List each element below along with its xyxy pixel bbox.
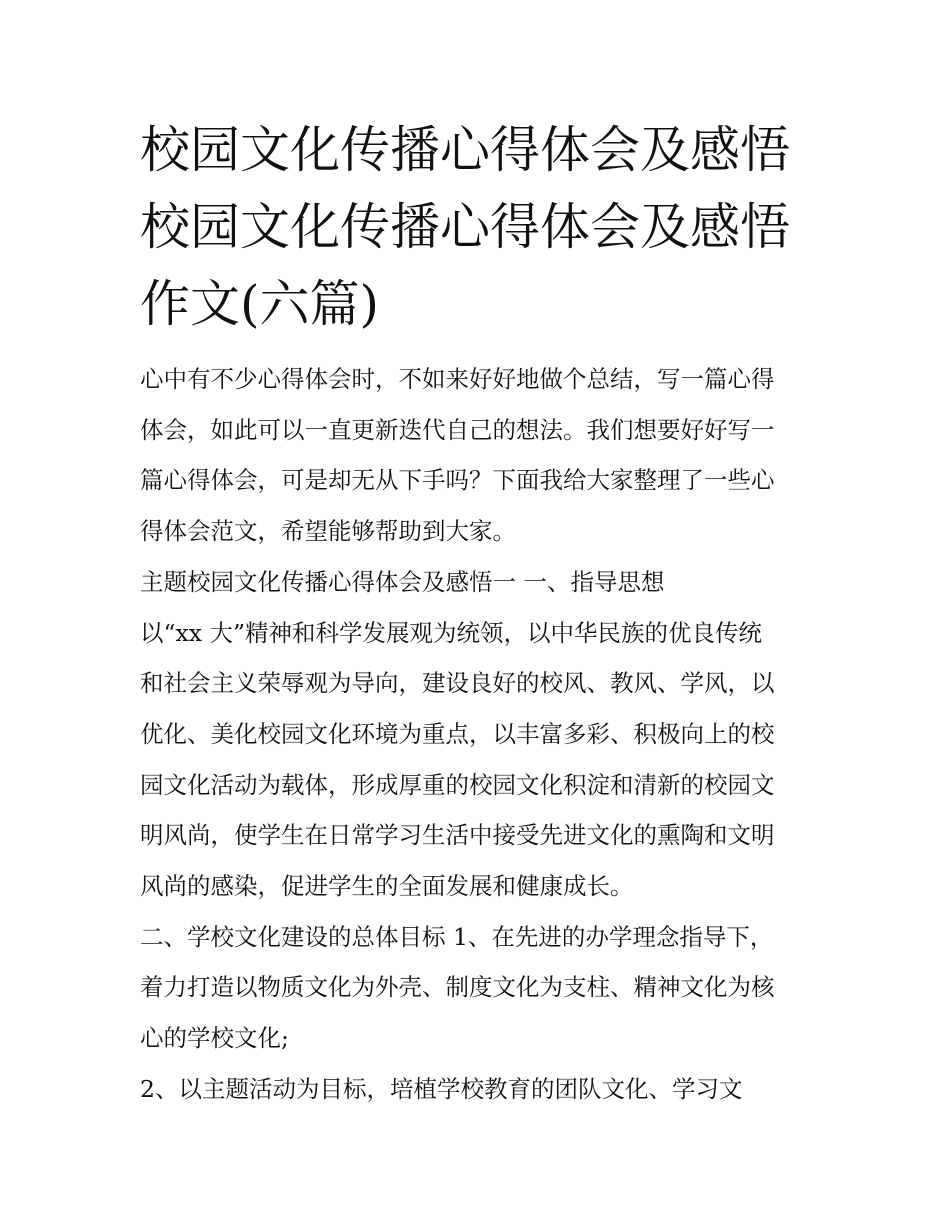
body-line: 风尚的感染，促进学生的全面发展和健康成长。 <box>140 872 634 901</box>
body-line: 园文化活动为载体，形成厚重的校园文化积淀和清新的校园文 <box>140 770 775 799</box>
body-line: 以“xx 大”精神和科学发展观为统领，以中华民族的优良传统 <box>140 618 763 647</box>
title-line: 校园文化传播心得体会及感悟 <box>140 121 790 179</box>
document-body <box>140 354 820 1115</box>
title-line: 作文(六篇) <box>140 275 380 333</box>
body-line: 优化、美化校园文化环境为重点，以丰富多彩、积极向上的校 <box>140 719 775 748</box>
section-heading: 主题校园文化传播心得体会及感悟一 一、指导思想 <box>140 567 665 596</box>
body-line: 和社会主义荣辱观为导向，建设良好的校风、教风、学风，以 <box>140 669 775 698</box>
body-line: 篇心得体会，可是却无从下手吗？下面我给大家整理了一些心 <box>140 466 775 495</box>
body-line: 明风尚，使学生在日常学习生活中接受先进文化的熏陶和文明 <box>140 821 775 850</box>
body-line: 得体会范文，希望能够帮助到大家。 <box>140 517 516 546</box>
body-line: 心中有不少心得体会时，不如来好好地做个总结，写一篇心得 <box>140 365 775 393</box>
body-line: 心的学校文化; <box>140 1024 289 1053</box>
body-line: 2、以主题活动为目标，培植学校教育的团队文化、学习文 <box>140 1074 743 1103</box>
document-title <box>140 112 820 343</box>
title-line: 校园文化传播心得体会及感悟 <box>140 198 790 256</box>
body-line: 着力打造以物质文化为外壳、制度文化为支柱、精神文化为核 <box>140 973 775 1002</box>
body-line: 二、学校文化建设的总体目标 1、在先进的办学理念指导下， <box>140 922 774 951</box>
body-line: 体会，如此可以一直更新迭代自己的想法。我们想要好好写一 <box>140 415 775 444</box>
